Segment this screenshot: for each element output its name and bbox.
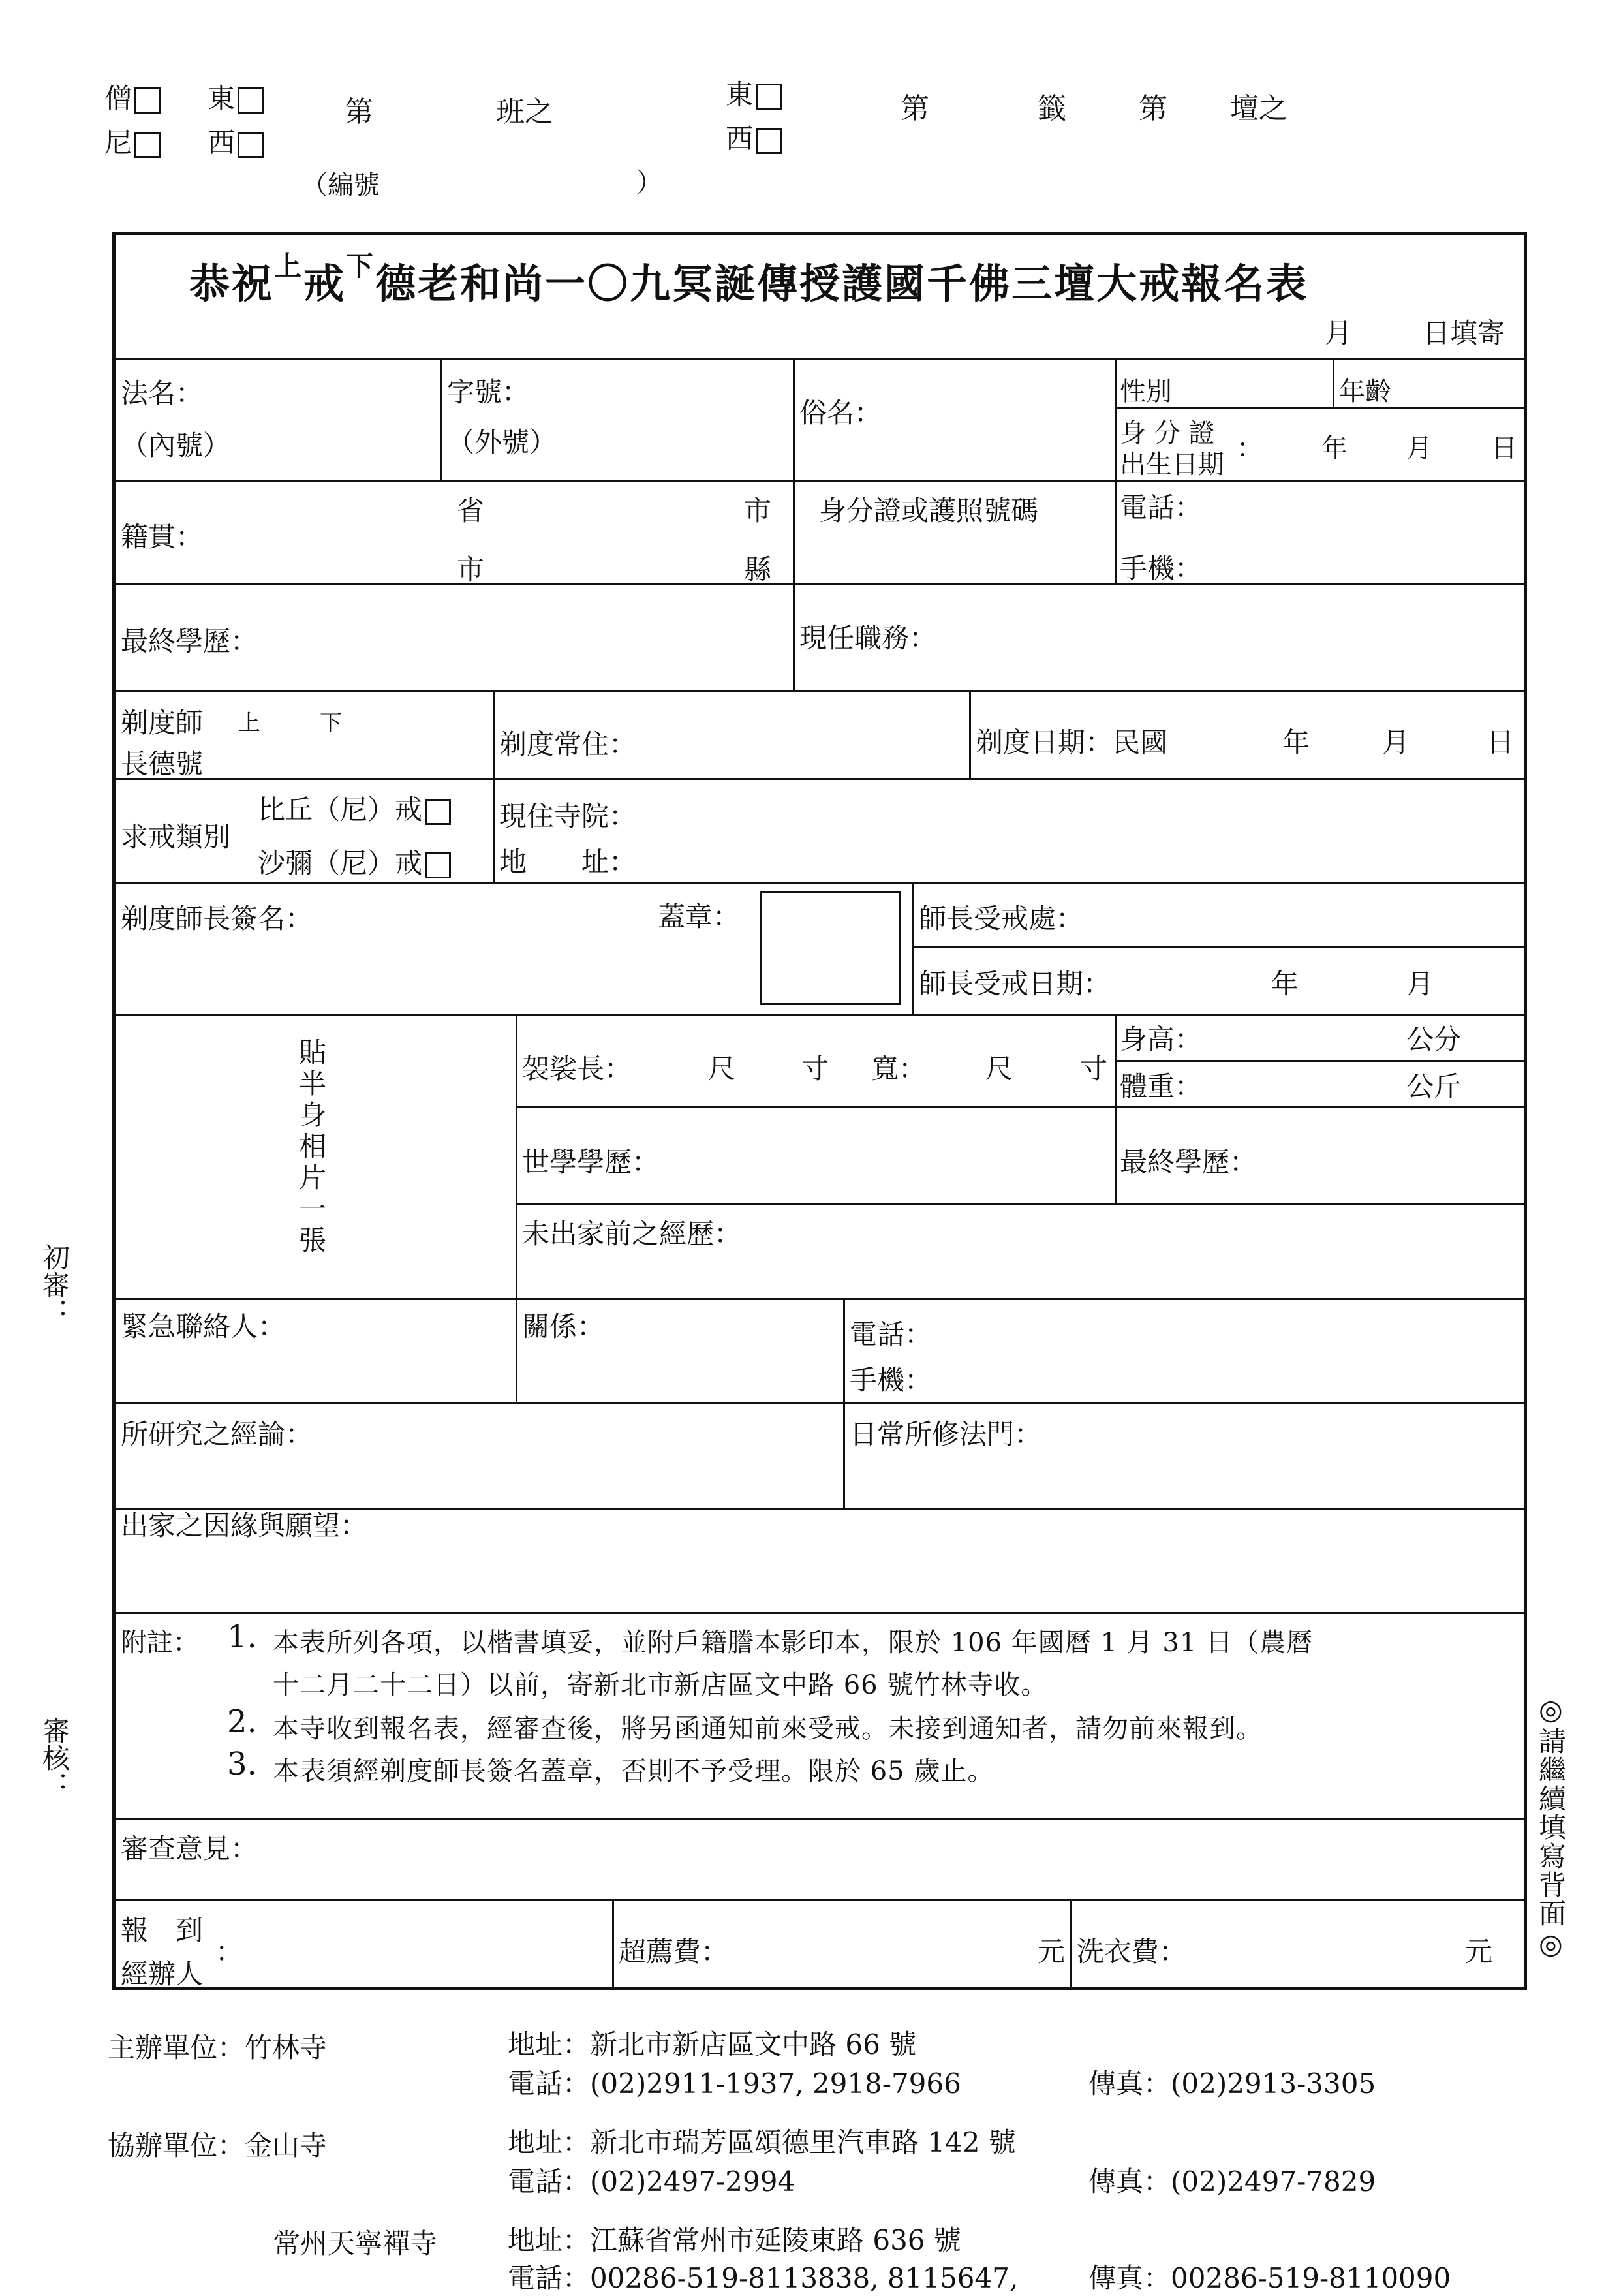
co-host-phone: 電話：(02)2497-2994: [508, 2165, 795, 2197]
education-label: 最終學歷：: [121, 625, 258, 657]
weight-unit: 公斤: [1406, 1070, 1462, 1102]
date-day: 日填寄: [1423, 317, 1505, 349]
robe-label: 袈裟長：: [522, 1053, 632, 1085]
west2-option[interactable]: [726, 117, 782, 157]
bhikkhu-option[interactable]: [258, 788, 451, 828]
final-edu-label: 最終學歷：: [1120, 1146, 1257, 1178]
birth-month: 月: [1406, 433, 1432, 463]
monk-label: 僧: [104, 82, 132, 114]
master-sign-label: 剃度師長簽名：: [121, 903, 313, 935]
tonsure-down: 下: [320, 710, 342, 736]
co-host-fax: 傳真：(02)2497-7829: [1088, 2165, 1376, 2197]
laundry-fee-unit: 元: [1465, 1936, 1493, 1968]
sramanera-option[interactable]: [258, 842, 451, 881]
changzhou-address: 地址：江蘇省常州市延陵東路 636 號: [508, 2224, 961, 2256]
current-temple-label: 現住寺院：: [499, 800, 637, 832]
east-checkbox[interactable]: [238, 87, 264, 114]
height-unit: 公分: [1406, 1023, 1462, 1055]
tonsure-year: 年: [1282, 726, 1310, 758]
practice-label: 日常所修法門：: [850, 1418, 1042, 1450]
emergency-phone-label: 電話：: [850, 1318, 933, 1350]
note3-text: 本表須經剃度師長簽名蓋章，否則不予受理。限於 65 歲止。: [273, 1756, 995, 1786]
west-option[interactable]: [208, 121, 264, 161]
id-birth-label-1: 身 分 證: [1120, 418, 1215, 448]
prior-exp-label: 未出家前之經歷：: [522, 1218, 742, 1250]
tonsure-up: 上: [238, 710, 260, 736]
sramanera-label: 沙彌（尼）戒: [258, 847, 423, 879]
note1-line1: 本表所列各項，以楷書填妥，並附戶籍謄本影印本，限於 106 年國曆 1 月 31 日（農曆: [273, 1628, 1313, 1658]
class-prefix: 第: [345, 95, 373, 129]
tonsure-date-label: 剃度日期：民國: [976, 726, 1168, 758]
monk-checkbox[interactable]: [134, 87, 161, 114]
form-title: [189, 251, 1308, 309]
master-ordination-place-label: 師長受戒處：: [919, 903, 1084, 935]
gender-label: 性別: [1120, 377, 1172, 407]
report-colon: ：: [215, 1936, 243, 1968]
title-pre: 恭祝: [189, 260, 275, 307]
courtesy-name-label: 字號：: [447, 376, 530, 408]
sutras-label: 所研究之經論：: [121, 1418, 313, 1450]
host-label: 主辦單位：竹林寺: [108, 2032, 328, 2064]
bhikkhu-checkbox[interactable]: [425, 799, 451, 825]
number-open: （編號: [301, 170, 380, 200]
report-label: 報 到: [121, 1914, 204, 1946]
tonsure-temple-label: 剃度常住：: [499, 728, 637, 760]
master-ordination-year: 年: [1271, 968, 1299, 1000]
courtesy-outer-label: （外號）: [447, 426, 557, 458]
east2-option[interactable]: [726, 73, 782, 112]
host-phone: 電話：(02)2911-1937, 2918-7966: [508, 2068, 961, 2100]
recommend-fee-label: 超薦費：: [619, 1936, 729, 1968]
birth-year: 年: [1321, 433, 1348, 463]
tonsure-month: 月: [1382, 726, 1410, 758]
handler-label: 經辦人: [121, 1958, 204, 1990]
robe-cun2: 寸: [1080, 1053, 1108, 1085]
photo-placeholder: 貼半身相片一張: [295, 1038, 327, 1257]
city2-label: 市: [457, 553, 485, 585]
emergency-mobile-label: 手機：: [850, 1364, 933, 1396]
east2-checkbox[interactable]: [756, 84, 782, 110]
dharma-name-label: 法名：: [121, 377, 204, 409]
host-fax: 傳真：(02)2913-3305: [1088, 2068, 1376, 2100]
changzhou-label: 常州天寧禪寺: [273, 2227, 438, 2259]
east2-label: 東: [726, 78, 754, 110]
id-birth-label-2: 出生日期: [1120, 450, 1224, 480]
co-host-label: 協辦單位：金山寺: [108, 2130, 328, 2162]
date-month: 月: [1325, 317, 1353, 349]
robe-chi: 尺: [708, 1053, 736, 1085]
city-label: 市: [744, 495, 772, 527]
title-post: 德老和尚一〇九冥誕傳授護國千佛三壇大戒報名表: [375, 260, 1309, 307]
position-label: 現任職務：: [799, 622, 937, 654]
co-host-address: 地址：新北市瑞芳區頌德里汽車路 142 號: [508, 2126, 1016, 2158]
altar-prefix: 第: [1139, 92, 1167, 125]
altar-suffix: 壇之: [1230, 92, 1287, 125]
elder-name-label: 長德號: [121, 748, 204, 780]
east-option[interactable]: [208, 77, 264, 116]
seal-box[interactable]: [760, 891, 901, 1005]
origin-label: 籍貫：: [121, 521, 204, 553]
notes-label: 附註：: [121, 1628, 199, 1658]
id-passport-label: 身分證或護照號碼: [819, 495, 1039, 527]
first-review-label: 初審：: [39, 1243, 70, 1326]
reason-label: 出家之因緣與願望：: [121, 1510, 368, 1542]
county-label: 縣: [744, 553, 772, 585]
phone-label: 電話：: [1120, 491, 1203, 523]
west2-checkbox[interactable]: [756, 128, 782, 154]
number-close: ）: [636, 168, 662, 198]
tonsure-day: 日: [1487, 726, 1515, 758]
note1-line2: 十二月二十二日）以前，寄新北市新店區文中路 66 號竹林寺收。: [273, 1670, 1048, 1700]
east-label: 東: [208, 82, 236, 114]
laundry-fee-label: 洗衣費：: [1077, 1936, 1187, 1968]
monk-option[interactable]: [104, 77, 161, 116]
audit-label: 審核：: [39, 1716, 70, 1799]
title-down: 下: [346, 250, 376, 282]
lay-name-label: 俗名：: [799, 397, 882, 429]
lot-prefix: 第: [901, 92, 929, 125]
robe-chi2: 尺: [985, 1053, 1013, 1085]
robe-cun: 寸: [801, 1053, 829, 1085]
sramanera-checkbox[interactable]: [425, 852, 451, 878]
west-checkbox[interactable]: [238, 132, 264, 158]
id-birth-colon: ：: [1237, 433, 1263, 463]
province-label: 省: [457, 495, 485, 527]
changzhou-phone: 電話：00286-519-8113838, 8115647,: [508, 2262, 1019, 2294]
west-label: 西: [208, 127, 236, 159]
mobile-label: 手機：: [1120, 552, 1203, 584]
seal-label: 蓋章：: [658, 901, 741, 933]
age-label: 年齡: [1339, 377, 1391, 407]
emergency-contact-label: 緊急聯絡人：: [121, 1311, 286, 1342]
dharma-inner-label: （內號）: [121, 429, 231, 461]
master-ordination-month: 月: [1406, 968, 1434, 1000]
tonsure-master-label: 剃度師: [121, 707, 204, 739]
note3-number: 3.: [227, 1746, 257, 1782]
review-opinion-label: 審查意見：: [121, 1833, 258, 1865]
title-jie: 戒: [303, 260, 347, 307]
weight-label: 體重：: [1120, 1070, 1203, 1102]
nun-checkbox[interactable]: [134, 132, 161, 158]
continue-back-note: ◎請繼續填寫背面◎: [1535, 1694, 1567, 1961]
host-address: 地址：新北市新店區文中路 66 號: [508, 2028, 917, 2060]
note2-number: 2.: [227, 1703, 257, 1740]
secular-edu-label: 世學學歷：: [522, 1146, 660, 1178]
nun-label: 尼: [104, 127, 132, 159]
bhikkhu-label: 比丘（尼）戒: [258, 794, 423, 826]
lot-label: 籤: [1038, 92, 1066, 125]
title-up: 上: [274, 250, 304, 282]
note2-text: 本寺收到報名表，經審查後，將另函通知前來受戒。未接到通知者，請勿前來報到。: [273, 1714, 1263, 1744]
address-label: 地 址：: [499, 846, 637, 878]
nun-option[interactable]: [104, 121, 161, 161]
height-label: 身高：: [1120, 1023, 1203, 1055]
changzhou-fax: 傳真：00286-519-8110090: [1088, 2262, 1451, 2294]
precept-type-label: 求戒類別: [121, 821, 231, 853]
recommend-fee-unit: 元: [1038, 1936, 1066, 1968]
relation-label: 關係：: [522, 1311, 605, 1342]
class-suffix: 班之: [496, 95, 553, 129]
master-ordination-date-label: 師長受戒日期：: [919, 968, 1111, 1000]
note1-number: 1.: [227, 1619, 257, 1655]
west2-label: 西: [726, 123, 754, 155]
robe-width-label: 寬：: [871, 1053, 927, 1085]
birth-day: 日: [1491, 433, 1517, 463]
